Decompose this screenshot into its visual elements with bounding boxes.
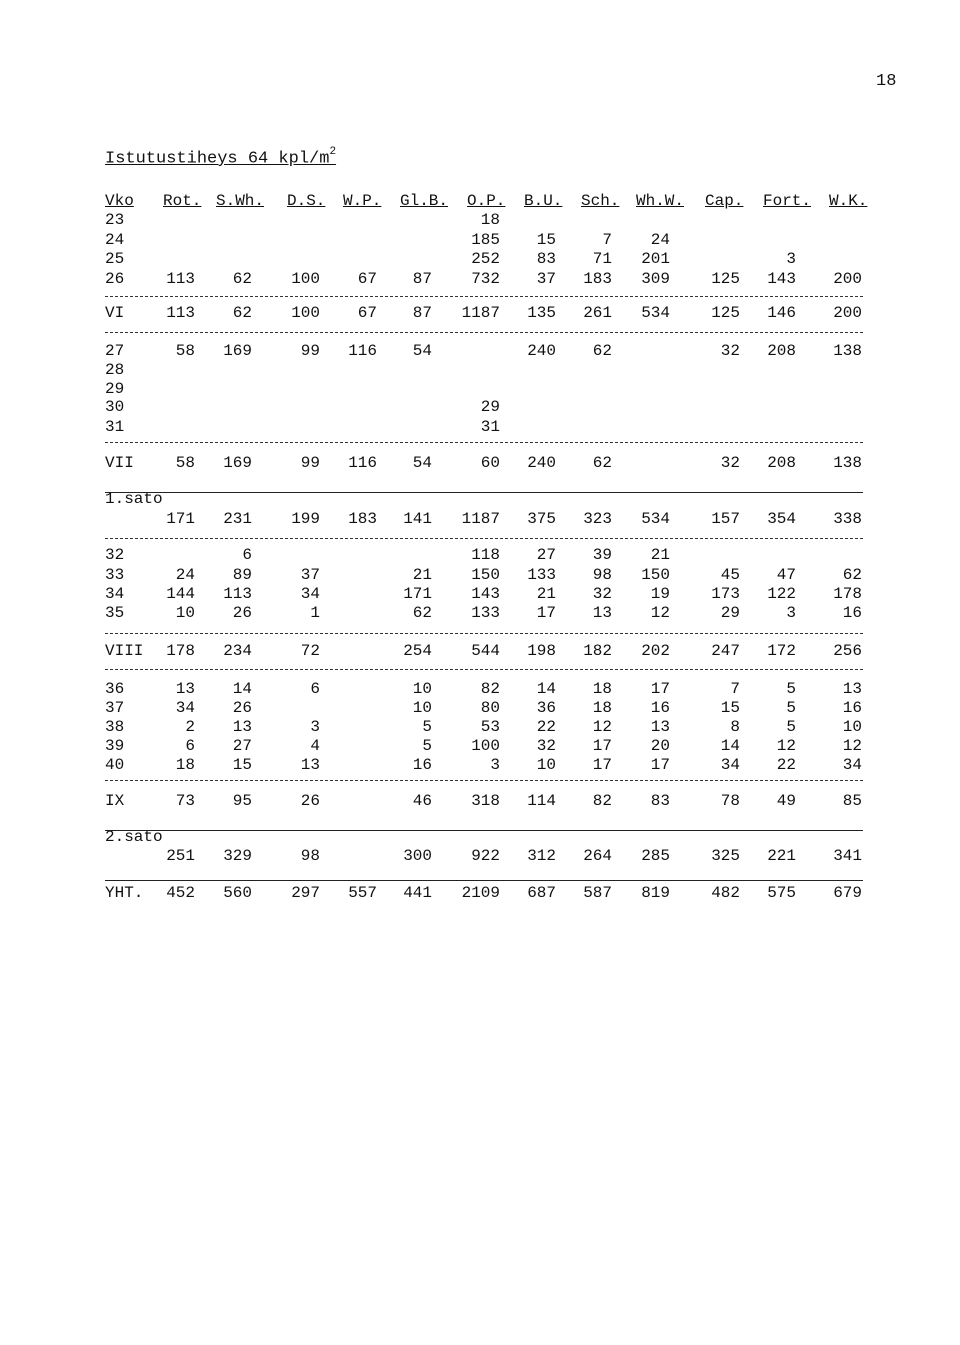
cell-value: 171 — [166, 510, 195, 528]
cell-value: 221 — [767, 847, 796, 865]
cell-value: 679 — [833, 884, 862, 902]
cell-value: 8 — [730, 718, 740, 736]
cell-value: 10 — [175, 604, 195, 622]
cell-value: 27 — [232, 737, 252, 755]
cell-value: 34 — [175, 699, 195, 717]
cell-value: 13 — [592, 604, 612, 622]
cell-value: 169 — [223, 454, 252, 472]
cell-value: 557 — [348, 884, 377, 902]
harvest-label-row — [0, 828, 960, 848]
column-header: Wh.W. — [636, 192, 685, 210]
cell-value: 125 — [711, 304, 740, 322]
cell-value: 82 — [592, 792, 612, 810]
cell-value: 441 — [403, 884, 432, 902]
column-header: Fort. — [763, 192, 812, 210]
cell-value: 21 — [536, 585, 556, 603]
cell-value: 10 — [412, 680, 432, 698]
cell-value: 32 — [536, 737, 556, 755]
cell-value: 173 — [711, 585, 740, 603]
cell-value: 231 — [223, 510, 252, 528]
cell-value: 3 — [786, 604, 796, 622]
cell-value: 99 — [300, 454, 320, 472]
column-header: W.P. — [343, 192, 382, 210]
month-total-row — [0, 304, 960, 324]
row-label: 33 — [105, 566, 125, 584]
cell-value: 6 — [242, 546, 252, 564]
column-header: W.K. — [829, 192, 868, 210]
cell-value: 87 — [412, 304, 432, 322]
cell-value: 482 — [711, 884, 740, 902]
week-row — [0, 270, 960, 290]
cell-value: 18 — [175, 756, 195, 774]
row-label: 36 — [105, 680, 125, 698]
cell-value: 144 — [166, 585, 195, 603]
cell-value: 172 — [767, 642, 796, 660]
cell-value: 208 — [767, 342, 796, 360]
cell-value: 85 — [842, 792, 862, 810]
cell-value: 178 — [166, 642, 195, 660]
cell-value: 309 — [641, 270, 670, 288]
row-label: 25 — [105, 250, 125, 268]
title-superscript: 2 — [329, 146, 337, 158]
cell-value: 17 — [592, 756, 612, 774]
cell-value: 18 — [592, 680, 612, 698]
cell-value: 14 — [720, 737, 740, 755]
column-header: Cap. — [705, 192, 744, 210]
cell-value: 15 — [720, 699, 740, 717]
column-header: Rot. — [163, 192, 202, 210]
cell-value: 354 — [767, 510, 796, 528]
cell-value: 16 — [412, 756, 432, 774]
cell-value: 138 — [833, 454, 862, 472]
grand-total-row — [0, 884, 960, 904]
cell-value: 143 — [471, 585, 500, 603]
cell-value: 62 — [592, 454, 612, 472]
cell-value: 7 — [602, 231, 612, 249]
cell-value: 114 — [527, 792, 556, 810]
cell-value: 13 — [650, 718, 670, 736]
cell-value: 12 — [842, 737, 862, 755]
cell-value: 78 — [720, 792, 740, 810]
cell-value: 27 — [536, 546, 556, 564]
cell-value: 113 — [166, 304, 195, 322]
cell-value: 1187 — [461, 304, 500, 322]
cell-value: 22 — [776, 756, 796, 774]
cell-value: 146 — [767, 304, 796, 322]
cell-value: 6 — [310, 680, 320, 698]
cell-value: 687 — [527, 884, 556, 902]
cell-value: 285 — [641, 847, 670, 865]
cell-value: 544 — [471, 642, 500, 660]
month-total-row — [0, 454, 960, 474]
cell-value: 338 — [833, 510, 862, 528]
row-label: YHT. — [105, 884, 144, 902]
cell-value: 183 — [583, 270, 612, 288]
cell-value: 87 — [412, 270, 432, 288]
week-row — [0, 250, 960, 270]
cell-value: 3 — [786, 250, 796, 268]
week-row — [0, 718, 960, 738]
cell-value: 62 — [842, 566, 862, 584]
cell-value: 46 — [412, 792, 432, 810]
row-label: 26 — [105, 270, 125, 288]
cell-value: 256 — [833, 642, 862, 660]
cell-value: 10 — [842, 718, 862, 736]
cell-value: 17 — [650, 680, 670, 698]
cell-value: 32 — [592, 585, 612, 603]
cell-value: 15 — [232, 756, 252, 774]
row-label: 39 — [105, 737, 125, 755]
cell-value: 12 — [776, 737, 796, 755]
cell-value: 116 — [348, 454, 377, 472]
cell-value: 24 — [650, 231, 670, 249]
cell-value: 150 — [471, 566, 500, 584]
cell-value: 98 — [300, 847, 320, 865]
divider — [105, 633, 863, 634]
divider — [105, 780, 863, 781]
cell-value: 26 — [300, 792, 320, 810]
cell-value: 169 — [223, 342, 252, 360]
cell-value: 587 — [583, 884, 612, 902]
cell-value: 341 — [833, 847, 862, 865]
cell-value: 261 — [583, 304, 612, 322]
cell-value: 100 — [471, 737, 500, 755]
column-header-row — [0, 192, 960, 212]
cell-value: 58 — [175, 342, 195, 360]
cell-value: 36 — [536, 699, 556, 717]
cell-value: 80 — [480, 699, 500, 717]
cell-value: 82 — [480, 680, 500, 698]
week-row — [0, 546, 960, 566]
cell-value: 150 — [641, 566, 670, 584]
cell-value: 18 — [480, 211, 500, 229]
cell-value: 17 — [536, 604, 556, 622]
row-label: 38 — [105, 718, 125, 736]
week-row — [0, 342, 960, 362]
week-row — [0, 604, 960, 624]
week-row — [0, 380, 960, 400]
cell-value: 125 — [711, 270, 740, 288]
cell-value: 240 — [527, 454, 556, 472]
cell-value: 26 — [232, 699, 252, 717]
cell-value: 247 — [711, 642, 740, 660]
harvest-label: 1.sato — [105, 490, 163, 508]
cell-value: 26 — [232, 604, 252, 622]
cell-value: 39 — [592, 546, 612, 564]
cell-value: 62 — [232, 304, 252, 322]
cell-value: 182 — [583, 642, 612, 660]
page-title — [105, 148, 336, 169]
cell-value: 62 — [412, 604, 432, 622]
cell-value: 297 — [291, 884, 320, 902]
cell-value: 49 — [776, 792, 796, 810]
cell-value: 15 — [536, 231, 556, 249]
cell-value: 10 — [536, 756, 556, 774]
row-label: VI — [105, 304, 125, 322]
week-row — [0, 585, 960, 605]
cell-value: 72 — [300, 642, 320, 660]
cell-value: 71 — [592, 250, 612, 268]
cell-value: 13 — [232, 718, 252, 736]
cell-value: 34 — [842, 756, 862, 774]
cell-value: 67 — [357, 270, 377, 288]
cell-value: 135 — [527, 304, 556, 322]
cell-value: 200 — [833, 304, 862, 322]
cell-value: 5 — [786, 718, 796, 736]
cell-value: 100 — [291, 304, 320, 322]
row-label: 27 — [105, 342, 125, 360]
cell-value: 7 — [730, 680, 740, 698]
cell-value: 14 — [536, 680, 556, 698]
column-header: D.S. — [287, 192, 326, 210]
cell-value: 20 — [650, 737, 670, 755]
month-total-row — [0, 642, 960, 662]
cell-value: 83 — [650, 792, 670, 810]
cell-value: 21 — [412, 566, 432, 584]
cell-value: 5 — [786, 699, 796, 717]
week-row — [0, 737, 960, 757]
cell-value: 31 — [480, 418, 500, 436]
column-header: O.P. — [467, 192, 506, 210]
row-label: 37 — [105, 699, 125, 717]
cell-value: 37 — [300, 566, 320, 584]
cell-value: 32 — [720, 342, 740, 360]
cell-value: 21 — [650, 546, 670, 564]
cell-value: 732 — [471, 270, 500, 288]
cell-value: 32 — [720, 454, 740, 472]
cell-value: 254 — [403, 642, 432, 660]
cell-value: 89 — [232, 566, 252, 584]
cell-value: 62 — [592, 342, 612, 360]
cell-value: 10 — [412, 699, 432, 717]
cell-value: 141 — [403, 510, 432, 528]
week-row — [0, 398, 960, 418]
page-number: 18 — [876, 72, 897, 91]
divider — [105, 669, 863, 670]
cell-value: 22 — [536, 718, 556, 736]
cell-value: 29 — [480, 398, 500, 416]
cell-value: 171 — [403, 585, 432, 603]
cell-value: 252 — [471, 250, 500, 268]
month-total-row — [0, 792, 960, 812]
cell-value: 12 — [592, 718, 612, 736]
cell-value: 1187 — [461, 510, 500, 528]
cell-value: 3 — [310, 718, 320, 736]
divider — [105, 332, 863, 333]
cell-value: 325 — [711, 847, 740, 865]
week-row — [0, 231, 960, 251]
cell-value: 133 — [471, 604, 500, 622]
cell-value: 534 — [641, 304, 670, 322]
week-row — [0, 418, 960, 438]
week-row — [0, 361, 960, 381]
cell-value: 560 — [223, 884, 252, 902]
cell-value: 318 — [471, 792, 500, 810]
cell-value: 16 — [842, 699, 862, 717]
harvest-total-row — [0, 847, 960, 867]
week-row — [0, 211, 960, 231]
row-label: 35 — [105, 604, 125, 622]
row-label: 32 — [105, 546, 125, 564]
cell-value: 2109 — [461, 884, 500, 902]
cell-value: 113 — [166, 270, 195, 288]
cell-value: 24 — [175, 566, 195, 584]
cell-value: 19 — [650, 585, 670, 603]
cell-value: 143 — [767, 270, 796, 288]
cell-value: 375 — [527, 510, 556, 528]
cell-value: 14 — [232, 680, 252, 698]
week-row — [0, 680, 960, 700]
row-label: 28 — [105, 361, 125, 379]
cell-value: 922 — [471, 847, 500, 865]
cell-value: 452 — [166, 884, 195, 902]
cell-value: 1 — [310, 604, 320, 622]
cell-value: 240 — [527, 342, 556, 360]
cell-value: 251 — [166, 847, 195, 865]
cell-value: 2 — [185, 718, 195, 736]
cell-value: 575 — [767, 884, 796, 902]
cell-value: 5 — [786, 680, 796, 698]
cell-value: 54 — [412, 454, 432, 472]
row-label: 23 — [105, 211, 125, 229]
divider — [105, 442, 863, 443]
cell-value: 17 — [592, 737, 612, 755]
cell-value: 202 — [641, 642, 670, 660]
cell-value: 323 — [583, 510, 612, 528]
cell-value: 201 — [641, 250, 670, 268]
cell-value: 122 — [767, 585, 796, 603]
week-row — [0, 566, 960, 586]
column-header: Gl.B. — [400, 192, 449, 210]
week-row — [0, 699, 960, 719]
cell-value: 157 — [711, 510, 740, 528]
cell-value: 13 — [175, 680, 195, 698]
cell-value: 5 — [422, 718, 432, 736]
cell-value: 16 — [650, 699, 670, 717]
cell-value: 18 — [592, 699, 612, 717]
cell-value: 98 — [592, 566, 612, 584]
cell-value: 199 — [291, 510, 320, 528]
column-header: S.Wh. — [216, 192, 265, 210]
row-label: 34 — [105, 585, 125, 603]
cell-value: 5 — [422, 737, 432, 755]
cell-value: 264 — [583, 847, 612, 865]
harvest-label-row — [0, 490, 960, 510]
cell-value: 58 — [175, 454, 195, 472]
row-label: 29 — [105, 380, 125, 398]
row-label: 31 — [105, 418, 125, 436]
cell-value: 53 — [480, 718, 500, 736]
cell-value: 113 — [223, 585, 252, 603]
cell-value: 116 — [348, 342, 377, 360]
row-label: 30 — [105, 398, 125, 416]
cell-value: 13 — [300, 756, 320, 774]
row-label: IX — [105, 792, 125, 810]
cell-value: 208 — [767, 454, 796, 472]
week-row — [0, 756, 960, 776]
cell-value: 37 — [536, 270, 556, 288]
cell-value: 99 — [300, 342, 320, 360]
divider — [105, 880, 863, 881]
cell-value: 34 — [300, 585, 320, 603]
cell-value: 819 — [641, 884, 670, 902]
cell-value: 60 — [480, 454, 500, 472]
cell-value: 6 — [185, 737, 195, 755]
cell-value: 185 — [471, 231, 500, 249]
cell-value: 300 — [403, 847, 432, 865]
harvest-label: 2.sato — [105, 828, 163, 846]
cell-value: 73 — [175, 792, 195, 810]
cell-value: 67 — [357, 304, 377, 322]
cell-value: 95 — [232, 792, 252, 810]
cell-value: 200 — [833, 270, 862, 288]
title-text: Istutustiheys 64 kpl/m — [105, 149, 330, 169]
cell-value: 13 — [842, 680, 862, 698]
cell-value: 29 — [720, 604, 740, 622]
row-label: VII — [105, 454, 134, 472]
cell-value: 47 — [776, 566, 796, 584]
harvest-total-row — [0, 510, 960, 530]
cell-value: 118 — [471, 546, 500, 564]
divider — [105, 296, 863, 297]
column-header: Vko — [105, 192, 134, 210]
cell-value: 45 — [720, 566, 740, 584]
cell-value: 534 — [641, 510, 670, 528]
cell-value: 183 — [348, 510, 377, 528]
divider — [105, 538, 863, 539]
cell-value: 234 — [223, 642, 252, 660]
cell-value: 16 — [842, 604, 862, 622]
column-header: B.U. — [524, 192, 563, 210]
cell-value: 34 — [720, 756, 740, 774]
cell-value: 4 — [310, 737, 320, 755]
cell-value: 100 — [291, 270, 320, 288]
cell-value: 17 — [650, 756, 670, 774]
cell-value: 138 — [833, 342, 862, 360]
cell-value: 312 — [527, 847, 556, 865]
cell-value: 62 — [232, 270, 252, 288]
cell-value: 198 — [527, 642, 556, 660]
row-label: 24 — [105, 231, 125, 249]
cell-value: 133 — [527, 566, 556, 584]
cell-value: 329 — [223, 847, 252, 865]
row-label: 40 — [105, 756, 125, 774]
cell-value: 54 — [412, 342, 432, 360]
row-label: VIII — [105, 642, 144, 660]
cell-value: 83 — [536, 250, 556, 268]
cell-value: 178 — [833, 585, 862, 603]
cell-value: 3 — [490, 756, 500, 774]
cell-value: 12 — [650, 604, 670, 622]
column-header: Sch. — [581, 192, 620, 210]
